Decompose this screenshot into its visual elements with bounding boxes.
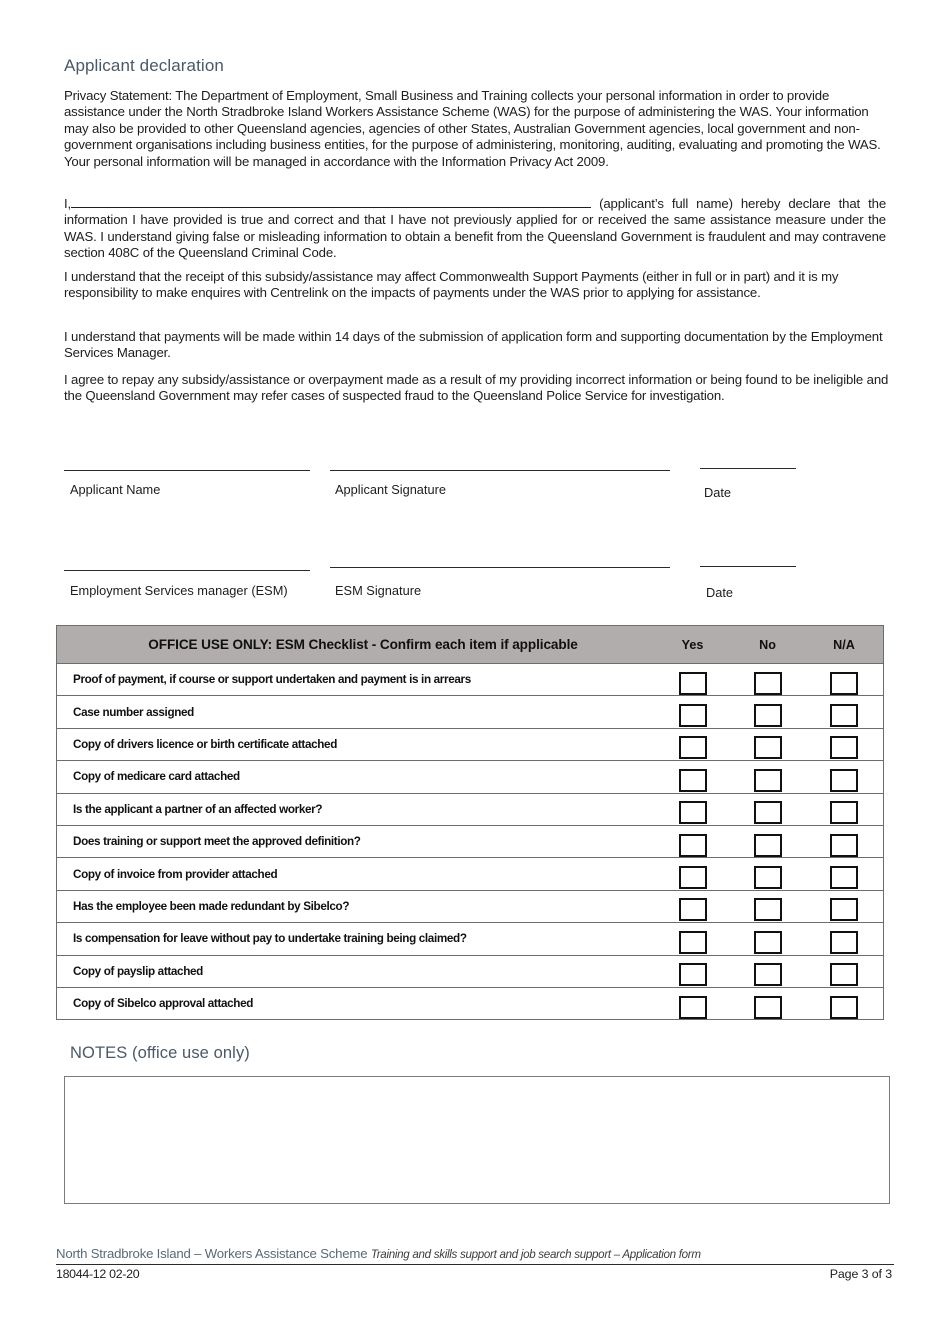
checklist-cell-yes — [655, 955, 730, 987]
checklist-table-body — [57, 664, 884, 1020]
checklist-cell-no — [730, 923, 805, 955]
esm-name-line[interactable] — [64, 570, 310, 571]
checklist-item-label: Copy of payslip attached — [73, 964, 203, 978]
checkbox-no[interactable] — [754, 834, 782, 857]
checkbox-na[interactable] — [830, 996, 858, 1019]
checklist-item-label: Copy of invoice from provider attached — [73, 867, 278, 881]
checklist-cell-yes — [655, 923, 730, 955]
checklist-cell-no — [730, 987, 805, 1019]
checkbox-yes[interactable] — [679, 866, 707, 889]
table-row — [57, 728, 884, 760]
checkbox-na[interactable] — [830, 834, 858, 857]
table-row — [57, 664, 884, 696]
table-row — [57, 858, 884, 890]
footer-page-number: Page 3 of 3 — [829, 1267, 892, 1281]
footer-scheme-line — [56, 1246, 894, 1261]
checklist-cell-na — [805, 761, 884, 793]
checklist-cell-na — [805, 664, 884, 696]
checklist-item-label: Copy of medicare card attached — [73, 770, 240, 784]
applicant-signature-line[interactable] — [330, 470, 670, 471]
table-row — [57, 696, 884, 728]
checklist-header-row — [57, 626, 884, 664]
checklist-cell-na — [805, 987, 884, 1019]
checklist-cell-na — [805, 890, 884, 922]
checkbox-yes[interactable] — [679, 996, 707, 1019]
commonwealth-payments-paragraph: I understand that the receipt of this subsidy/assistance may affect Commonwealth Support Payments (either in full or in part) and it is my responsibility to make enquires with Centrelink on the impacts of payments under the WAS prior to applying for assistance. — [64, 269, 839, 301]
footer-scheme-subtitle: Training and skills support and job search support – Application form — [370, 1248, 701, 1261]
checklist-column-na: N/A — [833, 637, 855, 652]
checklist-item-label: Does training or support meet the approved definition? — [73, 835, 361, 849]
checklist-cell-no — [730, 728, 805, 760]
esm-signature-label: ESM Signature — [335, 583, 422, 598]
checkbox-no[interactable] — [754, 672, 782, 695]
payment-timing-paragraph: I understand that payments will be made within 14 days of the submission of application form and supporting documentation by the Employment Services Manager. — [64, 329, 883, 361]
checklist-cell-yes — [655, 696, 730, 728]
checklist-cell-na — [805, 696, 884, 728]
checkbox-na[interactable] — [830, 704, 858, 727]
checkbox-yes[interactable] — [679, 769, 707, 792]
checklist-cell-yes — [655, 793, 730, 825]
checkbox-no[interactable] — [754, 866, 782, 889]
checklist-cell-yes — [655, 761, 730, 793]
checkbox-no[interactable] — [754, 898, 782, 921]
checklist-cell-na — [805, 923, 884, 955]
esm-date-label: Date — [706, 585, 734, 600]
checkbox-na[interactable] — [830, 963, 858, 986]
checkbox-no[interactable] — [754, 769, 782, 792]
checkbox-yes[interactable] — [679, 704, 707, 727]
checklist-cell-yes — [655, 890, 730, 922]
applicant-name-line[interactable] — [64, 470, 310, 471]
checklist-cell-no — [730, 825, 805, 857]
checklist-cell-yes — [655, 728, 730, 760]
checkbox-na[interactable] — [830, 769, 858, 792]
checklist-table-head — [57, 626, 884, 664]
checklist-cell-no — [730, 858, 805, 890]
checklist-cell-na — [805, 825, 884, 857]
privacy-statement-paragraph: Privacy Statement: The Department of Employment, Small Business and Training collects your personal information in order to provide assistance under the North Stradbroke Island Workers Assistance Scheme (WAS) for the purpose of administering the WAS. Your information may also be provided to other Queensland agencies, agencies of other States, Australian Government agencies, local government and non-government organisations including business entities, for the purpose of administering, monitoring, auditing, evaluating and promoting the WAS. Your personal information will be managed in accordance with the Information Privacy Act 2009. — [64, 88, 881, 169]
checklist-cell-no — [730, 890, 805, 922]
footer-scheme-title: North Stradbroke Island – Workers Assistance Scheme — [56, 1246, 368, 1261]
checklist-item-label: Copy of drivers licence or birth certificate attached — [73, 737, 337, 751]
checkbox-yes[interactable] — [679, 801, 707, 824]
table-row — [57, 825, 884, 857]
checkbox-na[interactable] — [830, 801, 858, 824]
checkbox-na[interactable] — [830, 898, 858, 921]
table-row — [57, 955, 884, 987]
applicant-signature-label: Applicant Signature — [335, 482, 446, 497]
checkbox-na[interactable] — [830, 931, 858, 954]
notes-textarea[interactable] — [64, 1076, 890, 1204]
table-row — [57, 987, 884, 1019]
checklist-item-label: Case number assigned — [73, 705, 194, 719]
checklist-cell-no — [730, 761, 805, 793]
applicant-name-label: Applicant Name — [70, 482, 161, 497]
checklist-column-yes: Yes — [681, 637, 704, 652]
checklist-cell-no — [730, 696, 805, 728]
checklist-cell-yes — [655, 987, 730, 1019]
footer-bottom-row — [56, 1267, 894, 1281]
checklist-cell-no — [730, 664, 805, 696]
declaration-body: (applicant’s full name) hereby declare that the information I have provided is true and correct and that I have not previously applied for or received the same assistance measure under the WAS. I understand giving false or misleading information to obtain a benefit from the Queensland Government is fraudulent and may contravene section 408C of the Queensland Criminal Code. — [64, 196, 886, 261]
table-row — [57, 793, 884, 825]
applicant-date-label: Date — [704, 485, 732, 500]
footer-divider — [56, 1264, 894, 1265]
table-row — [57, 890, 884, 922]
checklist-item-label: Has the employee been made redundant by Sibelco? — [73, 899, 350, 913]
checklist-item-label: Is the applicant a partner of an affected worker? — [73, 802, 323, 816]
checklist-cell-yes — [655, 858, 730, 890]
checkbox-no[interactable] — [754, 931, 782, 954]
checklist-cell-na — [805, 858, 884, 890]
esm-checklist-table — [56, 625, 884, 1020]
checklist-cell-yes — [655, 825, 730, 857]
checklist-cell-no — [730, 793, 805, 825]
esm-signature-line[interactable] — [330, 567, 670, 568]
page-footer — [56, 1246, 894, 1281]
checkbox-yes[interactable] — [679, 672, 707, 695]
page-title: Applicant declaration — [64, 56, 224, 75]
checkbox-no[interactable] — [754, 963, 782, 986]
notes-heading: NOTES (office use only) — [70, 1044, 250, 1062]
checklist-header-title: OFFICE USE ONLY: ESM Checklist - Confirm each item if applicable — [148, 637, 578, 652]
checkbox-na[interactable] — [830, 866, 858, 889]
table-row — [57, 923, 884, 955]
declaration-prefix: I, — [64, 196, 72, 211]
checkbox-no[interactable] — [754, 996, 782, 1019]
esm-name-label: Employment Services manager (ESM) — [70, 583, 288, 598]
footer-document-number: 18044-12 02-20 — [56, 1267, 140, 1281]
checkbox-no[interactable] — [754, 704, 782, 727]
checklist-column-no: No — [759, 637, 776, 652]
checkbox-yes[interactable] — [679, 898, 707, 921]
checklist-item-label: Proof of payment, if course or support undertaken and payment is in arrears — [73, 673, 471, 687]
checkbox-yes[interactable] — [679, 963, 707, 986]
repayment-paragraph: I agree to repay any subsidy/assistance or overpayment made as a result of my providing incorrect information or being found to be ineligible and the Queensland Government may refer cases of suspected fraud to the Queensland Police Service for investigation. — [64, 372, 889, 404]
checklist-item-label: Is compensation for leave without pay to undertake training being claimed? — [73, 932, 467, 946]
checklist-cell-no — [730, 955, 805, 987]
checkbox-yes[interactable] — [679, 931, 707, 954]
declaration-paragraph — [64, 196, 886, 262]
checkbox-yes[interactable] — [679, 736, 707, 759]
checklist-cell-na — [805, 728, 884, 760]
applicant-date-line[interactable] — [700, 468, 796, 469]
checklist-cell-na — [805, 955, 884, 987]
checklist-item-label: Copy of Sibelco approval attached — [73, 997, 254, 1011]
checklist-cell-yes — [655, 664, 730, 696]
checkbox-yes[interactable] — [679, 834, 707, 857]
checkbox-no[interactable] — [754, 801, 782, 824]
checklist-cell-na — [805, 793, 884, 825]
table-row — [57, 761, 884, 793]
checkbox-na[interactable] — [830, 736, 858, 759]
checkbox-no[interactable] — [754, 736, 782, 759]
checkbox-na[interactable] — [830, 672, 858, 695]
applicant-full-name-field[interactable] — [71, 196, 591, 208]
esm-date-line[interactable] — [700, 566, 796, 567]
